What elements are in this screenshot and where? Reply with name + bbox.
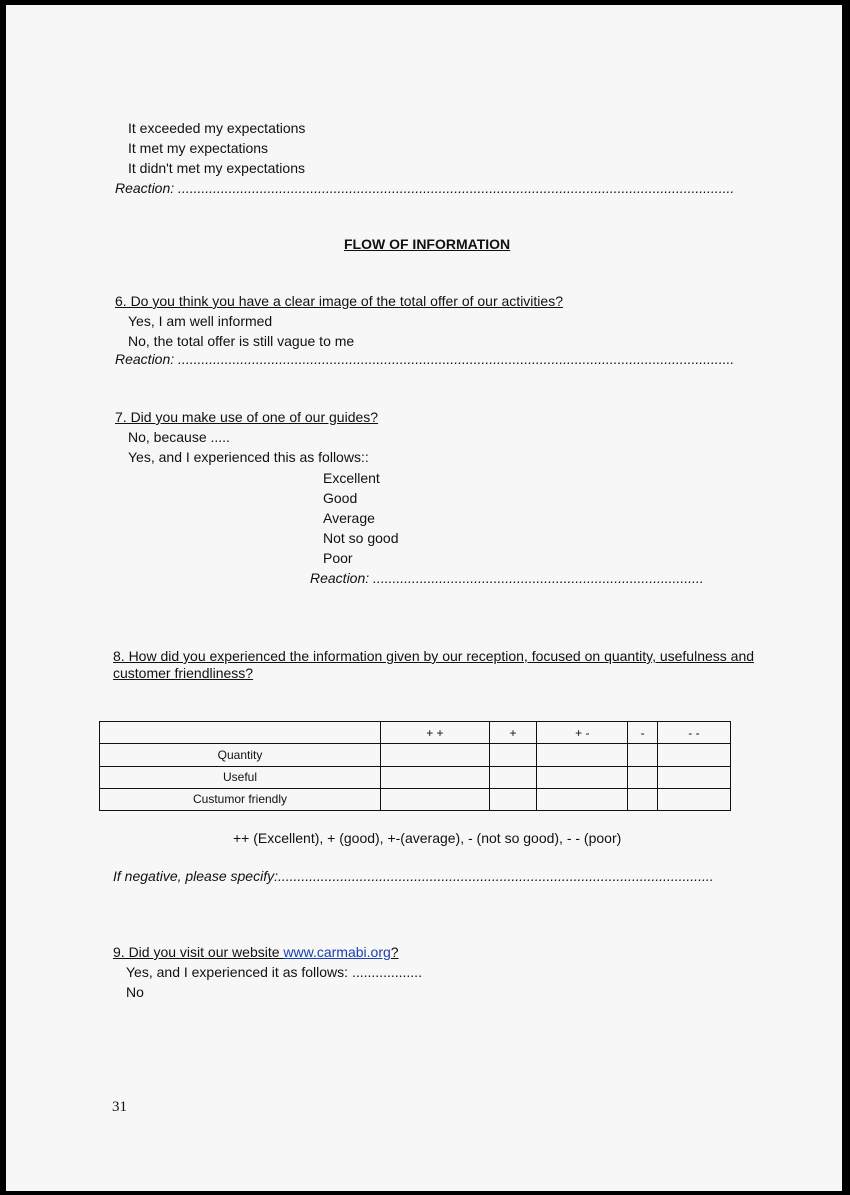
q5-option-met: It met my expectations — [128, 140, 269, 156]
rating-cell[interactable] — [489, 788, 537, 810]
page-number: 31 — [112, 1099, 127, 1115]
q8-question-line2: customer friendliness? — [113, 665, 254, 681]
q6-option-yes: Yes, I am well informed — [128, 313, 273, 329]
table-row — [100, 788, 731, 810]
rating-cell[interactable] — [537, 788, 628, 810]
table-header-row — [100, 722, 731, 744]
rating-cell[interactable] — [489, 766, 537, 788]
rating-cell[interactable] — [381, 788, 490, 810]
table-header-cell: - - — [657, 722, 730, 744]
q9-question-prefix: 9. Did you visit our website — [113, 944, 284, 960]
q6-option-no: No, the total offer is still vague to me — [128, 333, 355, 349]
q7-rating-good: Good — [323, 490, 358, 506]
row-label-useful: Useful — [100, 766, 381, 788]
q5-option-not-met: It didn't met my expectations — [128, 160, 305, 176]
q5-reaction-line: Reaction: ............................................................................................................................................... — [115, 180, 735, 196]
row-label-quantity: Quantity — [100, 744, 381, 766]
q5-option-exceeded: It exceeded my expectations — [128, 120, 306, 136]
rating-table — [99, 721, 731, 811]
q7-question: 7. Did you make use of one of our guides? — [115, 409, 379, 425]
table-header-cell — [100, 722, 381, 744]
q7-rating-average: Average — [323, 510, 375, 526]
table-header-cell: + — [489, 722, 537, 744]
rating-cell[interactable] — [489, 744, 537, 766]
q7-rating-excellent: Excellent — [323, 470, 380, 486]
q6-question: 6. Do you think you have a clear image of the total offer of our activities? — [115, 293, 563, 309]
q8-question-line1: 8. How did you experienced the information given by our reception, focused on quantity, usefulness and — [113, 648, 755, 664]
rating-cell[interactable] — [628, 744, 658, 766]
table-row — [100, 744, 731, 766]
q7-rating-not-so-good: Not so good — [323, 530, 399, 546]
rating-cell[interactable] — [537, 744, 628, 766]
website-link[interactable]: www.carmabi.org — [283, 944, 391, 960]
rating-cell[interactable] — [628, 788, 658, 810]
rating-cell[interactable] — [381, 766, 490, 788]
q7-rating-poor: Poor — [323, 550, 353, 566]
q7-option-yes: Yes, and I experienced this as follows:: — [128, 449, 369, 465]
table-row — [100, 766, 731, 788]
row-label-customer-friendly: Custumor friendly — [100, 788, 381, 810]
q9-option-yes: Yes, and I experienced it as follows: .................. — [126, 964, 422, 980]
section-title: FLOW OF INFORMATION — [344, 236, 511, 252]
table-header-cell: - — [628, 722, 658, 744]
q7-option-no: No, because ..... — [128, 429, 230, 445]
rating-cell[interactable] — [537, 766, 628, 788]
q9-option-no: No — [126, 984, 144, 1000]
rating-cell[interactable] — [657, 744, 730, 766]
table-header-cell: + + — [381, 722, 490, 744]
q6-reaction-line: Reaction: ............................................................................................................................................... — [115, 351, 735, 367]
rating-cell[interactable] — [628, 766, 658, 788]
table-header-cell: + - — [537, 722, 628, 744]
q9-question — [113, 943, 399, 961]
q7-reaction-line: Reaction: ..................................................................................... — [310, 570, 704, 586]
q8-specify-line: If negative, please specify:................................................................................................................ — [113, 868, 714, 884]
rating-cell[interactable] — [657, 766, 730, 788]
rating-cell[interactable] — [657, 788, 730, 810]
rating-cell[interactable] — [381, 744, 490, 766]
q9-question-suffix: ? — [390, 944, 399, 960]
rating-legend: ++ (Excellent), + (good), +-(average), - (not so good), - - (poor) — [233, 830, 622, 846]
